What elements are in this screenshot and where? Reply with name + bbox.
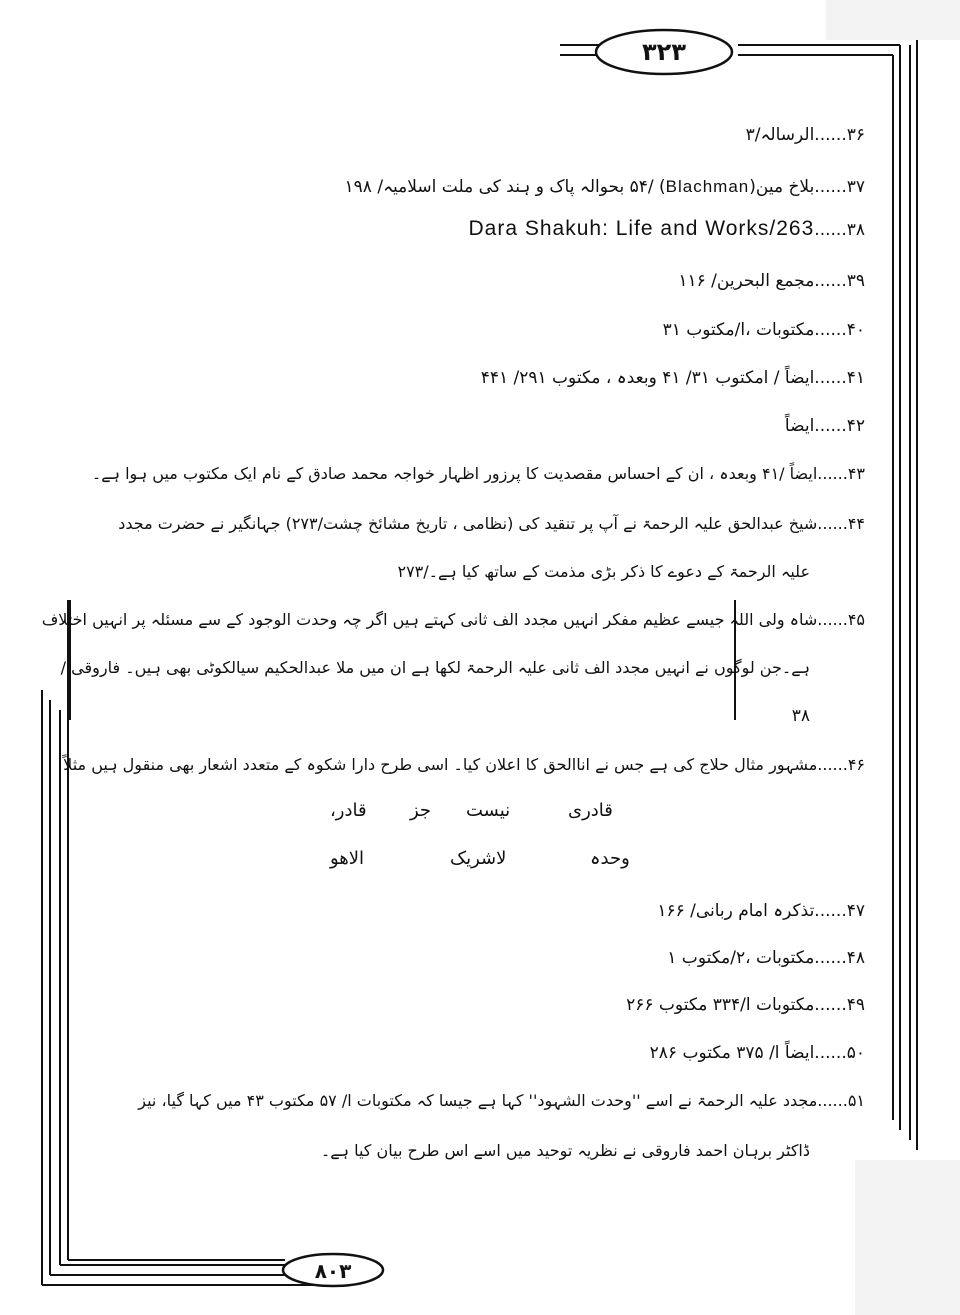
- note-41: ۴۱......ایضاً / امکتوب ۳۱/ ۴۱ وبعدہ ، مکتوب ۲۹۱/ ۴۴۱: [480, 368, 865, 388]
- poem-word: جز: [410, 800, 432, 821]
- poem-word: لاشریک: [450, 848, 507, 869]
- note-38-number: ۳۸......: [814, 220, 865, 240]
- note-39: ۳۹......مجمع البحرین/ ۱۱۶: [678, 271, 865, 291]
- footer-page-number: ۸۰۳: [314, 1259, 352, 1283]
- note-37-latin: Blachman: [665, 177, 750, 196]
- note-37: [345, 174, 865, 200]
- note-38: [469, 216, 866, 243]
- note-43: ۴۳......ایضاً /۴۱ وبعدہ ، ان کے احساس مقصدیت کا پرزور اظہار خواجہ محمد صادق کے نام ایک مکتوب میں ہوا ہے۔: [91, 464, 865, 483]
- note-37-suffix: ) /۵۴ بحوالہ پاک و ہند کی ملت اسلامیہ/ ۱۹۸: [344, 177, 666, 197]
- poem-word: نیست: [466, 800, 511, 821]
- note-37-prefix: ۳۷......بلاخ مین(: [749, 177, 865, 197]
- note-48: ۴۸......مکتوبات ،۲/مکتوب ۱: [667, 948, 865, 968]
- note-51-line-1: ۵۱......مجدد علیہ الرحمۃ نے اسے ''وحدت الشہود'' کہا ہے جیسا کہ مکتوبات ا/ ۵۷ مکتوب ۴۳ میں کہا گیا، نیز: [138, 1091, 865, 1110]
- note-45-line-1: ۴۵......شاہ ولی اللہ جیسے عظیم مفکر انہیں مجدد الف ثانی کہتے ہیں اگر چہ وحدت الوجود کے سے مسئلہ پر انہیں اختلاف: [41, 610, 865, 629]
- note-45-line-2: ہے۔جن لوگوں نے انہیں مجدد الف ثانی علیہ الرحمۃ لکھا ہے ان میں ملا عبدالحکیم سیالکوٹی بھی ہیں۔ فاروقی /: [60, 658, 810, 677]
- poem-word: قادر،: [330, 800, 367, 821]
- note-45-line-3: ۳۸: [791, 706, 810, 726]
- note-36: ۳۶......الرسالہ/۳: [745, 125, 865, 145]
- note-44-line-2: علیہ الرحمۃ کے دعوے کا ذکر بڑی مذمت کے ساتھ کیا ہے۔/۲۷۳: [397, 562, 810, 581]
- note-42: ۴۲......ایضاً: [784, 416, 865, 436]
- poem-word: وحدہ: [590, 848, 630, 869]
- poem-word: قادری: [568, 800, 613, 821]
- note-50: ۵۰......ایضاً ا/ ۳۷۵ مکتوب ۲۸۶: [649, 1043, 865, 1063]
- note-49: ۴۹......مکتوبات ا/۳۳۴ مکتوب ۲۶۶: [626, 995, 865, 1015]
- scan-shade-right-lower: [855, 1160, 960, 1315]
- header-page-number: ۳۲۳: [642, 38, 686, 66]
- note-44-line-1: ۴۴......شیخ عبدالحق علیہ الرحمۃ نے آپ پر تنقید کی (نظامی ، تاریخ مشائخ چشت/۲۷۳) جہانگیر نے حضرت مجدد: [118, 514, 865, 533]
- scan-shade-right: [826, 0, 960, 40]
- poem-word: الاھو: [330, 848, 365, 869]
- note-38-latin: Dara Shakuh: Life and Works/263: [468, 217, 815, 240]
- note-47: ۴۷......تذکرہ امام ربانی/ ۱۶۶: [657, 901, 865, 921]
- note-46: ۴۶......مشہور مثال حلاج کی ہے جس نے اناالحق کا اعلان کیا۔ اسی طرح دارا شکوہ کے متعدد اشعار بھی منقول ہیں مثلاً: [63, 755, 865, 774]
- note-51-line-2: ڈاکٹر برہان احمد فاروقی نے نظریہ توحید میں اسے اس طرح بیان کیا ہے۔: [320, 1141, 810, 1160]
- note-40: ۴۰......مکتوبات ،ا/مکتوب ۳۱: [662, 320, 865, 340]
